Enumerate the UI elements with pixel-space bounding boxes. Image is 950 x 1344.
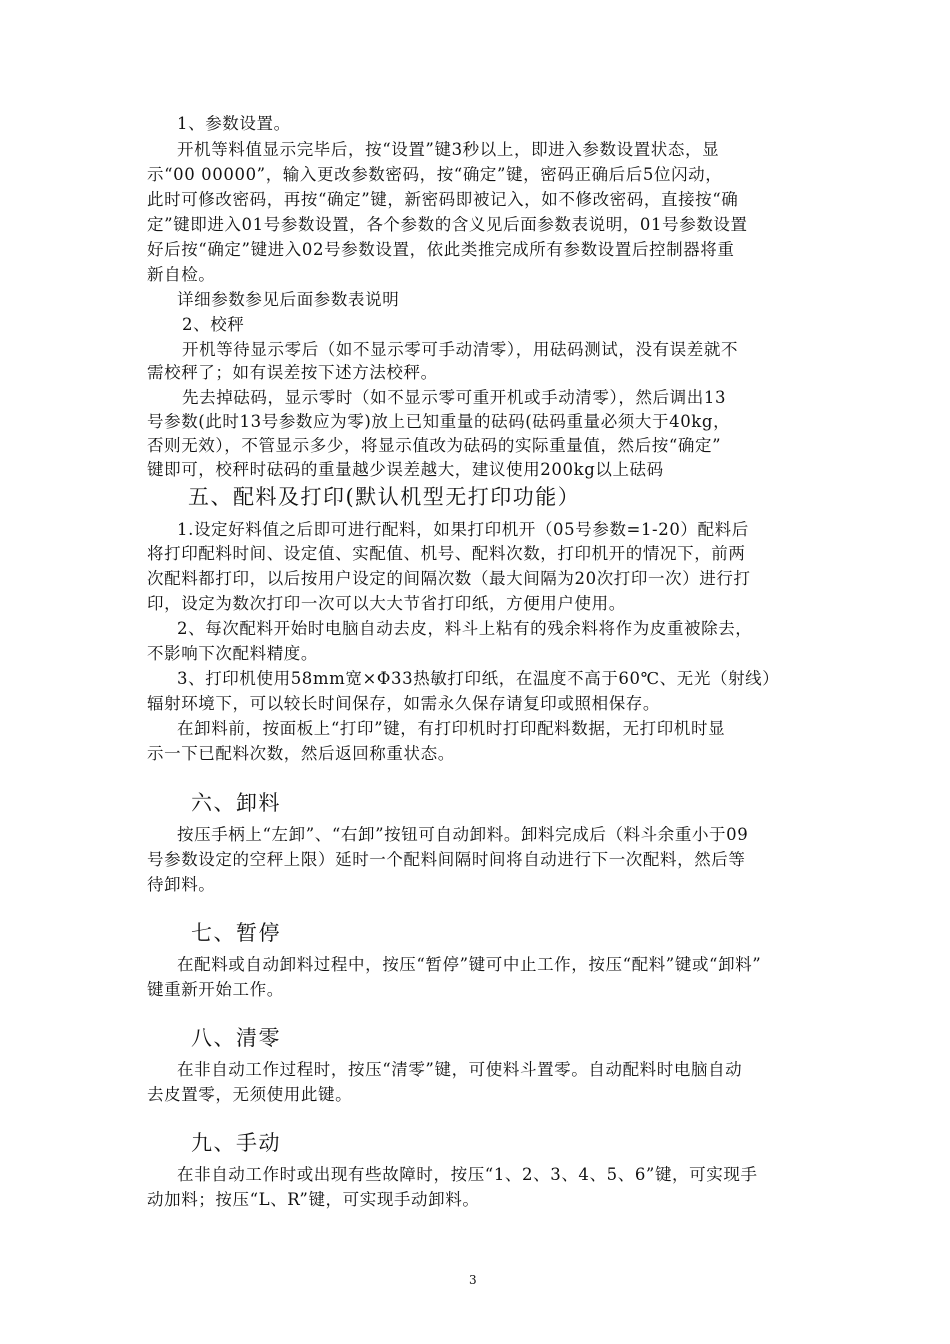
paragraph-line: 详细参数参见后面参数表说明 — [177, 290, 400, 309]
paragraph-line: 不影响下次配料精度。 — [147, 644, 318, 663]
paragraph-line: 新自检。 — [147, 265, 216, 284]
heading-section-7: 七、暂停 — [191, 921, 281, 945]
paragraph-line: 在非自动工作时或出现有些故障时，按压“1、2、3、4、5、6”键，可实现手 — [177, 1165, 758, 1184]
paragraph-line: 去皮置零，无须使用此键。 — [147, 1085, 353, 1104]
paragraph-line: 好后按“确定”键进入02号参数设置，依此类推完成所有参数设置后控制器将重 — [147, 240, 735, 259]
paragraph-line: 1.设定好料值之后即可进行配料，如果打印机开（05号参数=1-20）配料后 — [177, 520, 749, 539]
paragraph-line: 键重新开始工作。 — [147, 980, 284, 999]
paragraph-line: 3、打印机使用58mm宽×Φ33热敏打印纸，在温度不高于60℃、无光（射线） — [177, 669, 780, 688]
heading-section-8: 八、清零 — [191, 1026, 281, 1050]
paragraph-line: 将打印配料时间、设定值、实配值、机号、配料次数，打印机开的情况下，前两 — [147, 544, 746, 563]
paragraph-line: 2、每次配料开始时电脑自动去皮，料斗上粘有的残余料将作为皮重被除去， — [177, 619, 753, 638]
paragraph-line: 需校秤了；如有误差按下述方法校秤。 — [147, 363, 438, 382]
heading-section-6: 六、卸料 — [191, 791, 281, 815]
paragraph-line: 先去掉砝码，显示零时（如不显示零可重开机或手动清零），然后调出13 — [182, 388, 727, 407]
paragraph-line: 在配料或自动卸料过程中，按压“暂停”键可中止工作，按压“配料”键或“卸料” — [177, 955, 762, 974]
section-2-title: 2、校秤 — [182, 315, 245, 334]
heading-section-5: 五、配料及打印(默认机型无打印功能） — [188, 485, 581, 509]
section-1-title: 1、参数设置。 — [177, 114, 291, 133]
paragraph-line: 次配料都打印，以后按用户设定的间隔次数（最大间隔为20次打印一次）进行打 — [147, 569, 751, 588]
paragraph-line: 按压手柄上“左卸”、“右卸”按钮可自动卸料。卸料完成后（料斗余重小于09 — [177, 825, 749, 844]
paragraph-line: 动加料；按压“L、R”键，可实现手动卸料。 — [147, 1190, 480, 1209]
page-number: 3 — [469, 1273, 477, 1287]
paragraph-line: 开机等待显示零后（如不显示零可手动清零），用砝码测试，没有误差就不 — [182, 340, 739, 359]
paragraph-line: 印，设定为数次打印一次可以大大节省打印纸，方便用户使用。 — [147, 594, 626, 613]
paragraph-line: 号参数设定的空秤上限）延时一个配料间隔时间将自动进行下一次配料，然后等 — [147, 850, 746, 869]
paragraph-line: 开机等料值显示完毕后，按“设置”键3秒以上，即进入参数设置状态，显 — [177, 140, 720, 159]
paragraph-line: 示“00 00000”，输入更改参数密码，按“确定”键，密码正确后后5位闪动， — [147, 165, 723, 184]
paragraph-line: 定”键即进入01号参数设置，各个参数的含义见后面参数表说明，01号参数设置 — [147, 215, 748, 234]
paragraph-line: 否则无效），不管显示多少，将显示值改为砝码的实际重量值，然后按“确定” — [147, 436, 722, 455]
paragraph-line: 号参数(此时13号参数应为零)放上已知重量的砝码(砝码重量必须大于40kg， — [147, 412, 731, 431]
paragraph-line: 键即可，校秤时砝码的重量越少误差越大，建议使用200kg以上砝码 — [147, 460, 664, 479]
paragraph-line: 辐射环境下，可以较长时间保存，如需永久保存请复印或照相保存。 — [147, 694, 660, 713]
heading-section-9: 九、手动 — [191, 1131, 281, 1155]
paragraph-line: 在卸料前，按面板上“打印”键，有打印机时打印配料数据，无打印机时显 — [177, 719, 726, 738]
paragraph-line: 待卸料。 — [147, 875, 216, 894]
paragraph-line: 此时可修改密码，再按“确定”键，新密码即被记入，如不修改密码，直接按“确 — [147, 190, 739, 209]
paragraph-line: 示一下已配料次数，然后返回称重状态。 — [147, 744, 455, 763]
paragraph-line: 在非自动工作过程时，按压“清零”键，可使料斗置零。自动配料时电脑自动 — [177, 1060, 743, 1079]
